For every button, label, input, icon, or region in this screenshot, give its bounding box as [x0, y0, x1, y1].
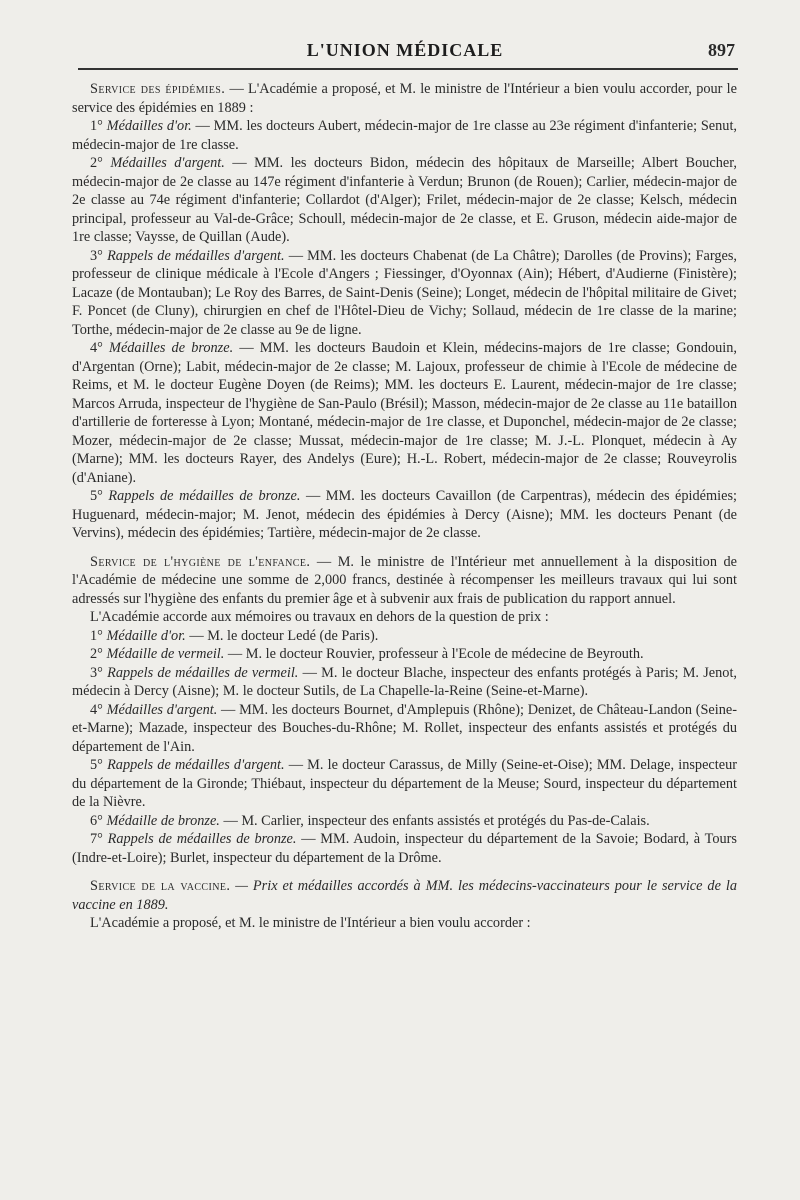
- running-header: [75, 38, 735, 66]
- epidemies-item: 4° Médailles de bronze. — MM. les docteurs Baudoin et Klein, médecins-majors de 1re classe; Gondouin, d'Argentan (Orne); Labit, médecin-major de 2e classe; M. Lajoux, professeur de chimie à l'Ecole de médecine de Reims, et M. le docteur Eugène Doyen (de Reims); MM. les docteurs E. Laurent, médecin-major de 1re classe; Marcos Arruda, inspecteur de l'hygiène de San-Paulo (Brésil); Masson, médecin-major de 2e classe au 11e bataillon d'artillerie de forteresse à Lyon; Montané, médecin-major de 1re classe, et Duponchel, médecin-major de 2e classe; Mozer, médecin-major de 2e classe; Mussat, médecin-major de 1re classe; M. J.-L. Plonquet, médecin à Ay (Marne); MM. les docteurs Rayer, des Andelys (Eure); H.-L. Robert, médecin-major de 2e classe; Rouveyrolis (d'Aniane).: [72, 340, 737, 486]
- enfance-item: 3° Rappels de médailles de vermeil. — M. le docteur Blache, inspecteur des enfants protégés à Paris; M. Jenot, médecin à Dercy (Aisne); M. le docteur Sutils, de La Chapelle-la-Reine (Seine-et-Marne).: [72, 664, 738, 699]
- section-heading: Service de la vaccine.: [90, 878, 231, 894]
- epidemies-item: 3° Rappels de médailles d'argent. — MM. les docteurs Chabenat (de La Châtre); Darolles (de Provins); Farges, professeur de clinique médicale à l'Ecole d'Angers ; Fiessinger, d'Oyonnax (Ain); Hébert, d'Audierne (Finistère); Lacaze (de Montauban); Le Roy des Barres, de Saint-Denis (Seine); Longet, médecin de l'hôpital militaire de Givet; F. Poncet (de Cluny), chirurgien en chef de l'Hôtel-Dieu de Vichy; Sollaud, médecin de 1re classe de la marine; Torthe, médecin-major de 2e classe au 9e de ligne.: [72, 247, 737, 338]
- header-rule: [78, 68, 738, 70]
- epidemies-intro: Service des épidémies. — L'Académie a proposé, et M. le ministre de l'Intérieur a bien voulu accorder, pour le service des épidémies en 1889 :: [72, 81, 737, 116]
- enfance-item: 2° Médaille de vermeil. — M. le docteur Rouvier, professeur à l'Ecole de médecine de Beyrouth.: [90, 646, 644, 662]
- enfance-intro: Service de l'hygiène de l'enfance. — M. le ministre de l'Intérieur met annuellement à la disposition de l'Académie de médecine une somme de 2,000 francs, destinée à récompenser les meilleurs travaux qui lui sont adressés sur l'hygiène des enfants du premier âge et à subvenir aux frais de publication du rapport annuel.: [72, 553, 737, 607]
- vaccine-intro: Service de la vaccine. — Prix et médailles accordés à MM. les médecins-vaccinateurs pour le service de la vaccine en 1889.: [72, 878, 737, 913]
- page-number: 897: [708, 40, 735, 60]
- enfance-item: 5° Rappels de médailles d'argent. — M. le docteur Carassus, de Milly (Seine-et-Oise); MM. Delage, inspecteur du département de la Gironde; Thiébaut, inspecteur du département de la Meuse; Sourd, inspecteur du département de la Nièvre.: [72, 757, 737, 810]
- enfance-item: 6° Médaille de bronze. — M. Carlier, inspecteur des enfants assistés et protégés du Pas-de-Calais.: [90, 812, 650, 829]
- epidemies-item: 5° Rappels de médailles de bronze. — MM. les docteurs Cavaillon (de Carpentras), médecin des épidémies; Huguenard, médecin-major; M. Jenot, médecin des épidémies à Dercy (Aisne); MM. les docteurs Penant (de Vervins), médecin des épidémies; Tartière, médecin-major de 2e classe.: [72, 488, 737, 541]
- epidemies-item: 1° Médailles d'or. — MM. les docteurs Aubert, médecin-major de 1re classe au 23e régiment d'infanterie; Senut, médecin-major de 1re classe.: [72, 118, 737, 153]
- enfance-accord: L'Académie accorde aux mémoires ou travaux en dehors de la question de prix :: [90, 609, 549, 625]
- enfance-item: 1° Médaille d'or. — M. le docteur Ledé (de Paris).: [90, 627, 379, 644]
- vaccine-closing: L'Académie a proposé, et M. le ministre de l'Intérieur a bien voulu accorder :: [90, 915, 531, 931]
- section-heading: Service de l'hygiène de l'enfance.: [90, 553, 311, 570]
- enfance-item: 7° Rappels de médailles de bronze. — MM. Audoin, inspecteur du département de la Savoie; Bodard, à Tours (Indre-et-Loire); Burlet, inspecteur du département de la Drôme.: [72, 831, 737, 866]
- enfance-item: 4° Médailles d'argent. — MM. les docteurs Bournet, d'Amplepuis (Rhône); Denizet, de Château-Landon (Seine-et-Marne); Mazade, inspecteur des Bouches-du-Rhône; M. Rollet, inspecteur des enfants assistés et protégés du département de l'Ain.: [72, 701, 738, 755]
- article-body: [72, 80, 737, 933]
- journal-title: L'UNION MÉDICALE: [306, 40, 504, 60]
- section-heading: Service des épidémies.: [90, 81, 226, 97]
- epidemies-item: 2° Médailles d'argent. — MM. les docteurs Bidon, médecin des hôpitaux de Marseille; Albert Boucher, médecin-major de 2e classe au 147e régiment d'infanterie à Verdun; Brunon (de Rouen); Carlier, médecin-major de 2e classe au 74e régiment d'infanterie; Collardot (d'Alger); Frilet, médecin-major de 2e classe; Kelsch, médecin principal, professeur au Val-de-Grâce; Schoull, médecin-major de 2e classe, et E. Gruson, médecin aide-major de 1re classe; Vaysse, de Quillan (Aude).: [72, 155, 737, 245]
